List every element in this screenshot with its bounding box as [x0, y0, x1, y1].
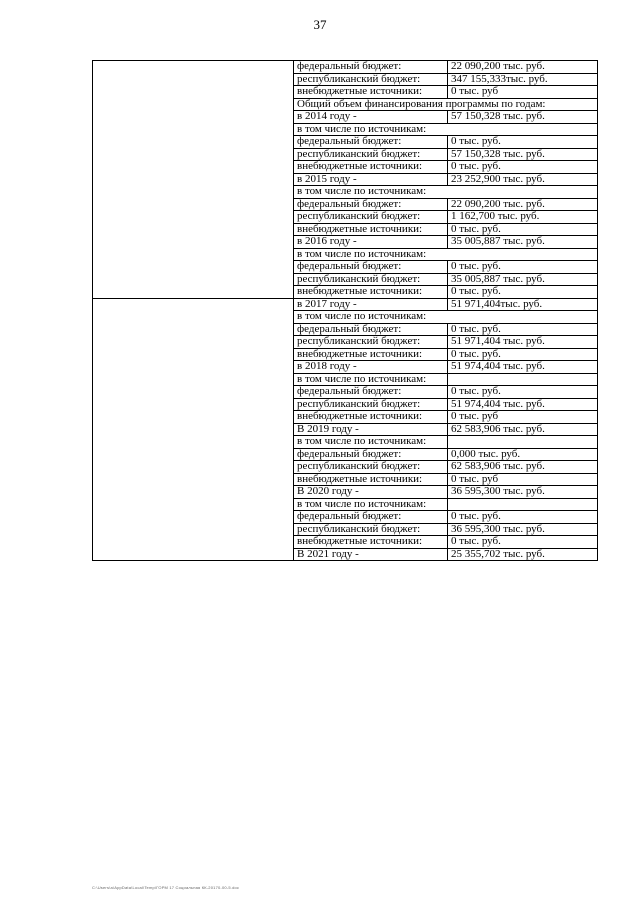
value-cell: 57 150,328 тыс. руб. — [448, 111, 598, 124]
label-cell: внебюджетные источники: — [294, 223, 448, 236]
label-cell: в том числе по источникам: — [294, 498, 448, 511]
value-cell: 0 тыс. руб. — [448, 536, 598, 549]
label-cell: в 2018 году - — [294, 361, 448, 374]
value-cell: 25 355,702 тыс. руб. — [448, 548, 598, 561]
value-cell: 1 162,700 тыс. руб. — [448, 211, 598, 224]
label-cell: в том числе по источникам: — [294, 373, 448, 386]
value-cell: 0 тыс. руб. — [448, 261, 598, 274]
label-cell: федеральный бюджет: — [294, 448, 448, 461]
value-cell: 51 974,404 тыс. руб. — [448, 398, 598, 411]
value-cell: 35 005,887 тыс. руб. — [448, 236, 598, 249]
page-number: 37 — [313, 17, 327, 32]
label-cell: федеральный бюджет: — [294, 261, 448, 274]
label-cell: внебюджетные источники: — [294, 536, 448, 549]
label-cell: внебюджетные источники: — [294, 86, 448, 99]
value-cell: 35 005,887 тыс. руб. — [448, 273, 598, 286]
value-cell: 22 090,200 тыс. руб. — [448, 198, 598, 211]
value-cell: 22 090,200 тыс. руб. — [448, 61, 598, 74]
label-cell: в 2014 году - — [294, 111, 448, 124]
label-cell: федеральный бюджет: — [294, 511, 448, 524]
value-cell: 347 155,333тыс. руб. — [448, 73, 598, 86]
label-cell: республиканский бюджет: — [294, 336, 448, 349]
label-cell: В 2020 году - — [294, 486, 448, 499]
label-cell: республиканский бюджет: — [294, 273, 448, 286]
label-cell: республиканский бюджет: — [294, 398, 448, 411]
label-cell: федеральный бюджет: — [294, 198, 448, 211]
label-cell: В 2021 году - — [294, 548, 448, 561]
value-cell: 0 тыс. руб — [448, 86, 598, 99]
label-cell: федеральный бюджет: — [294, 61, 448, 74]
value-cell: 0 тыс. руб. — [448, 161, 598, 174]
left-empty-cell — [93, 298, 294, 561]
left-empty-cell — [93, 61, 294, 299]
value-cell: 0 тыс. руб. — [448, 348, 598, 361]
label-cell: внебюджетные источники: — [294, 286, 448, 299]
value-cell: 51 971,404тыс. руб. — [448, 298, 598, 311]
value-cell: 0 тыс. руб — [448, 473, 598, 486]
section-heading-cell: в том числе по источникам: — [294, 186, 598, 199]
value-cell: 0 тыс. руб. — [448, 511, 598, 524]
section-heading-cell: в том числе по источникам: — [294, 311, 598, 324]
label-cell: внебюджетные источники: — [294, 161, 448, 174]
financing-table — [92, 60, 598, 561]
value-cell: 23 252,900 тыс. руб. — [448, 173, 598, 186]
section-heading-cell: в том числе по источникам: — [294, 248, 598, 261]
label-cell: федеральный бюджет: — [294, 323, 448, 336]
value-cell: 51 971,404 тыс. руб. — [448, 336, 598, 349]
label-cell: федеральный бюджет: — [294, 136, 448, 149]
label-cell: федеральный бюджет: — [294, 386, 448, 399]
section-heading-cell: в том числе по источникам: — [294, 123, 598, 136]
label-cell: республиканский бюджет: — [294, 73, 448, 86]
value-cell: 0 тыс. руб. — [448, 386, 598, 399]
value-cell: 0 тыс. руб. — [448, 286, 598, 299]
section-heading-cell: Общий объем финансирования программы по годам: — [294, 98, 598, 111]
label-cell: внебюджетные источники: — [294, 411, 448, 424]
label-cell: республиканский бюджет: — [294, 211, 448, 224]
value-cell: 0,000 тыс. руб. — [448, 448, 598, 461]
label-cell: республиканский бюджет: — [294, 148, 448, 161]
value-cell: 62 583,906 тыс. руб. — [448, 423, 598, 436]
value-cell — [448, 373, 598, 386]
table-row — [93, 298, 598, 311]
label-cell: внебюджетные источники: — [294, 473, 448, 486]
label-cell: в 2015 году - — [294, 173, 448, 186]
table-row — [93, 61, 598, 74]
value-cell: 51 974,404 тыс. руб. — [448, 361, 598, 374]
label-cell: республиканский бюджет: — [294, 461, 448, 474]
label-cell: в 2017 году - — [294, 298, 448, 311]
value-cell: 36 595,300 тыс. руб. — [448, 486, 598, 499]
value-cell: 36 595,300 тыс. руб. — [448, 523, 598, 536]
value-cell — [448, 436, 598, 449]
file-path-footer: С:\Users\a\AppData\Local\Temp\ГОРМ 17 Социальная КК-20170-00-5.doc — [92, 885, 240, 890]
label-cell: внебюджетные источники: — [294, 348, 448, 361]
label-cell: республиканский бюджет: — [294, 523, 448, 536]
value-cell: 0 тыс. руб. — [448, 323, 598, 336]
label-cell: в том числе по источникам: — [294, 436, 448, 449]
value-cell: 62 583,906 тыс. руб. — [448, 461, 598, 474]
value-cell: 57 150,328 тыс. руб. — [448, 148, 598, 161]
value-cell: 0 тыс. руб — [448, 411, 598, 424]
label-cell: В 2019 году - — [294, 423, 448, 436]
value-cell: 0 тыс. руб. — [448, 136, 598, 149]
label-cell: в 2016 году - — [294, 236, 448, 249]
value-cell — [448, 498, 598, 511]
value-cell: 0 тыс. руб. — [448, 223, 598, 236]
